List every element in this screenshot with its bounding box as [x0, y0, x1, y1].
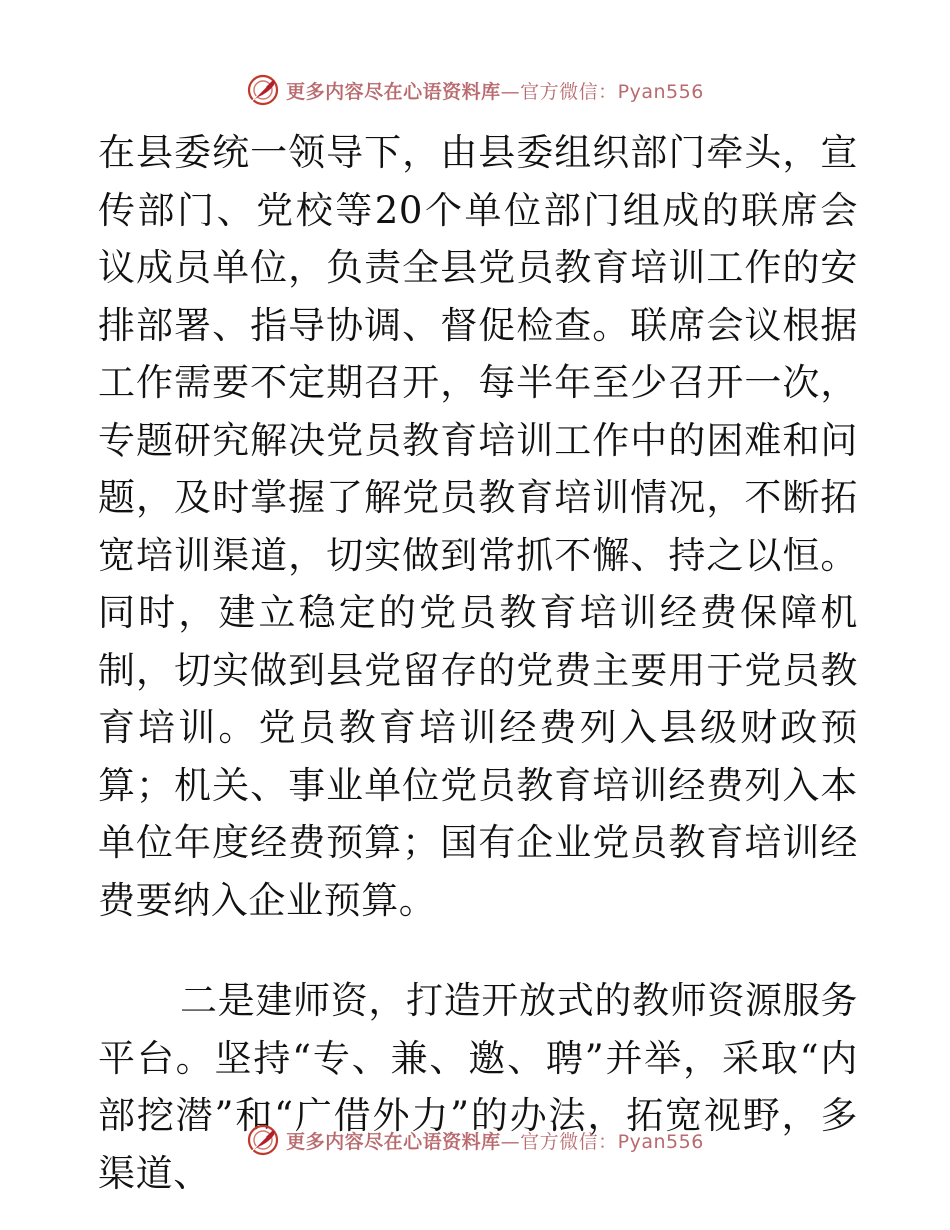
footer-banner	[0, 1120, 950, 1160]
banner-dash: —	[500, 80, 521, 103]
document-body	[98, 124, 858, 1202]
banner-wechat-text: 官方微信：Pyan556	[520, 1130, 704, 1153]
banner-site-text: 更多内容尽在心语资料库	[286, 80, 501, 103]
paragraph-1: 在县委统一领导下，由县委组织部门牵头，宣传部门、党校等20个单位部门组成的联席会议成员单位，负责全县党员教育培训工作的安排部署、指导协调、督促检查。联席会议根据工作需要不定期召开，每半年至少召开一次，专题研究解决党员教育培训工作中的困难和问题，及时掌握了解党员教育培训情况，不断拓宽培训渠道，切实做到常抓不懈、持之以恒。同时，建立稳定的党员教育培训经费保障机制，切实做到县党留存的党费主要用于党员教育培训。党员教育培训经费列入县级财政预算；机关、事业单位党员教育培训经费列入本单位年度经费预算；国有企业党员教育培训经费要纳入企业预算。	[98, 131, 858, 922]
paragraph-2: 二是建师资，打造开放式的教师资源服务平台。坚持“专、兼、邀、聘”并举，采取“内部挖潜”和“广借外力”的办法，拓宽视野，多渠道、	[98, 979, 858, 1195]
feather-pen-logo-icon	[246, 1123, 280, 1157]
banner-site-text: 更多内容尽在心语资料库	[286, 1130, 501, 1153]
banner-text	[286, 1127, 704, 1154]
feather-pen-logo-icon	[246, 73, 280, 107]
banner-wechat-text: 官方微信：Pyan556	[520, 80, 704, 103]
banner-dash: —	[500, 1130, 521, 1153]
header-banner	[0, 70, 950, 110]
banner-text	[286, 77, 704, 104]
